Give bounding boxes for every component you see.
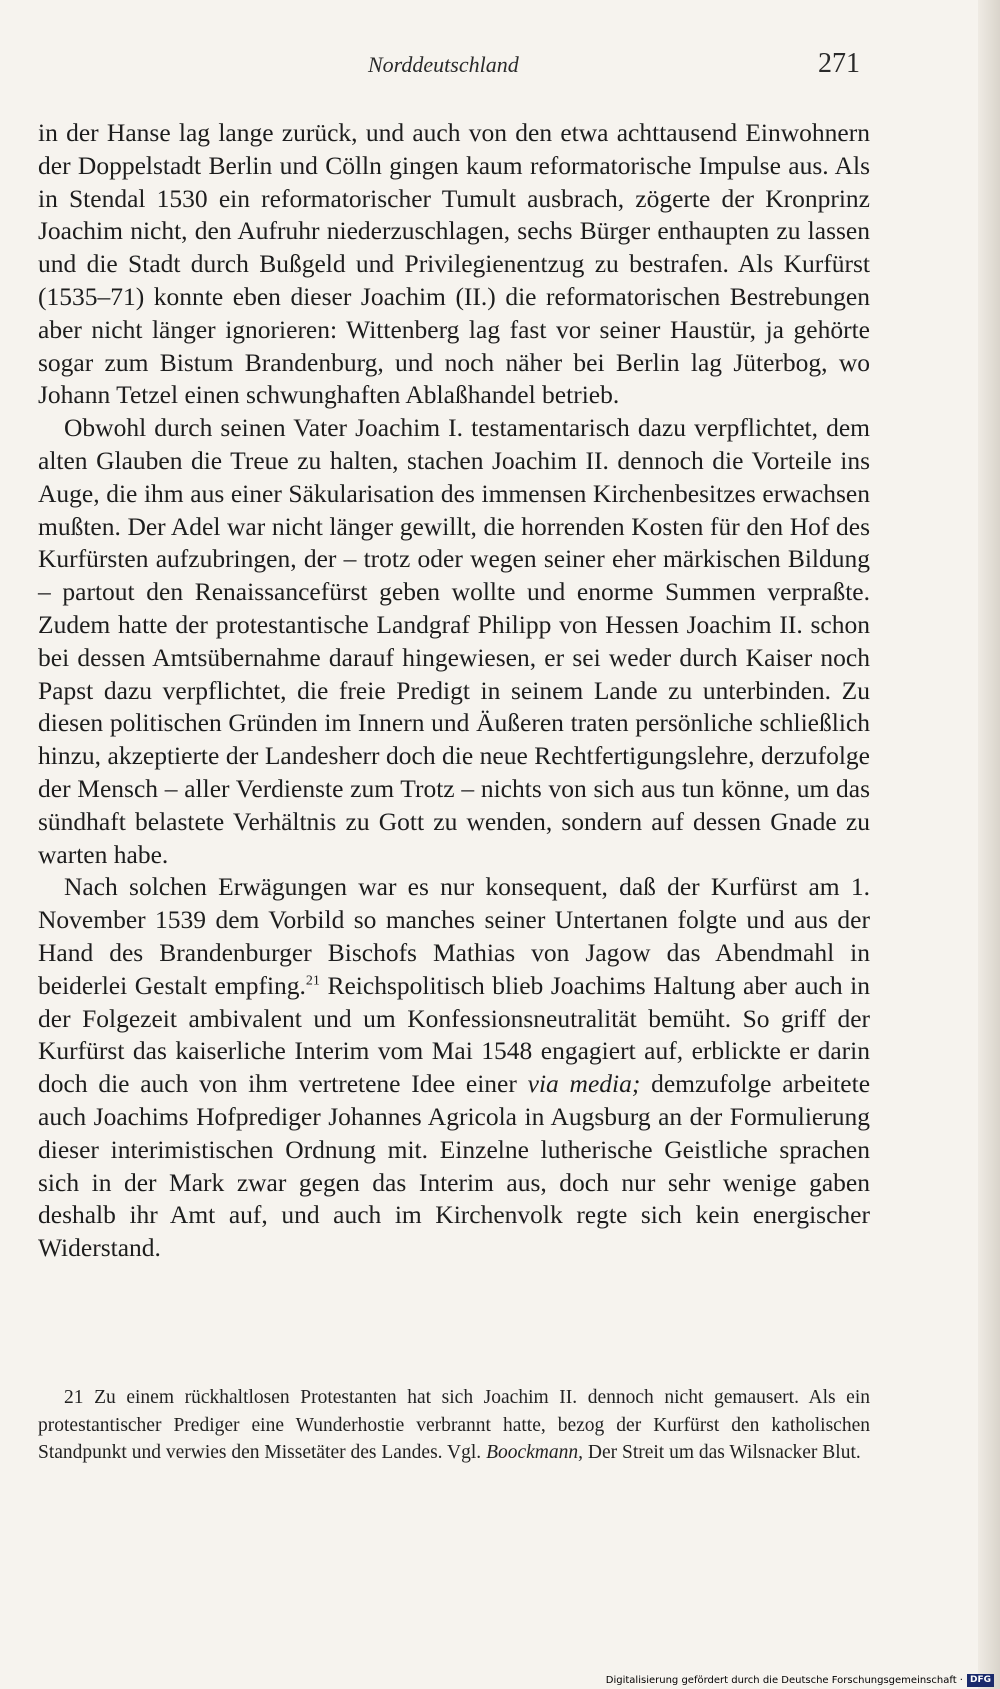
footnote-reference-21[interactable]: 21 bbox=[305, 973, 320, 989]
paragraph-3 bbox=[38, 871, 870, 1265]
digitization-credit bbox=[606, 1672, 994, 1688]
page-number: 271 bbox=[818, 48, 860, 79]
paragraph-3-part-a: Nach solchen Erwägungen war es nur konsequent, daß der Kurfürst am 1. November 1539 dem Vorbild so manches seiner Untertanen folgte und aus der Hand des Brandenburger Bischofs Mathias von Jagow das Abendmahl in beiderlei Gestalt empfing. bbox=[38, 872, 870, 1000]
main-text bbox=[38, 117, 870, 1265]
footnote-text-b: Der Streit um das Wilsnacker Blut. bbox=[583, 1442, 861, 1463]
running-title: Norddeutschland bbox=[368, 52, 519, 77]
running-head bbox=[0, 48, 1000, 88]
paragraph-3-part-c: demzufolge arbeitete auch Joachims Hofprediger Johannes Agricola in Augsburg an der Formulierung dieser interimistischen Ordnung mit. Einzelne lutherische Geistliche sprachen sich in der Mark zwar gegen das Interim aus, doch nur sehr wenige gaben deshalb ihr Amt auf, und auch im Kirchenvolk regte sich kein energischer Widerstand. bbox=[38, 1069, 871, 1263]
dfg-logo-icon: DFG bbox=[967, 1674, 994, 1687]
paragraph-3-part-b: Reichspolitisch blieb Joachims Haltung aber auch in der Folgezeit ambivalent und um Konfessionsneutralität bemüht. So griff der Kurfürst das kaiserliche Interim vom Mai 1548 engagiert auf, erblickte er darin doch die auch von ihm vertretene Idee einer bbox=[38, 970, 870, 1099]
credit-text: Digitalisierung gefördert durch die Deutsche Forschungsgemeinschaft · bbox=[605, 1674, 963, 1686]
footnote-number: 21 bbox=[64, 1387, 84, 1408]
paragraph-1: in der Hanse lag lange zurück, und auch von den etwa achttausend Einwohnern der Doppelstadt Berlin und Cölln gingen kaum reformatorische Impulse aus. Als in Stendal 1530 ein reformatorischer Tumult ausbrach, zögerte der Kronprinz Joachim nicht, den Aufruhr niederzuschlagen, sechs Bürger enthaupten zu lassen und die Stadt durch Bußgeld und Privilegienentzug zu bestrafen. Als Kurfürst (1535–71) konnte eben dieser Joachim (II.) die reformatorischen Bestrebungen aber nicht länger ignorieren: Wittenberg lag fast vor seiner Haustür, ja gehörte sogar zum Bistum Brandenburg, und noch näher bei Berlin lag Jüterbog, wo Johann Tetzel einen schwunghaften Ablaßhandel betrieb. bbox=[38, 118, 870, 410]
page-edge-shadow bbox=[978, 0, 1000, 1689]
paragraph-3-italic-term: via media; bbox=[527, 1069, 641, 1099]
footnote-author: Boockmann, bbox=[486, 1442, 583, 1463]
footnotes bbox=[38, 1384, 870, 1467]
paragraph-2: Obwohl durch seinen Vater Joachim I. testamentarisch dazu verpflichtet, dem alten Glauben die Treue zu halten, stachen Joachim II. dennoch die Vorteile ins Auge, die ihm aus einer Säkularisation des immensen Kirchenbesitzes erwachsen mußten. Der Adel war nicht länger gewillt, die horrenden Kosten für den Hof des Kurfürsten aufzubringen, der – trotz oder wegen seiner eher märkischen Bildung – partout den Renaissancefürst geben wollte und enorme Summen verpraßte. Zudem hatte der protestantische Landgraf Philipp von Hessen Joachim II. schon bei dessen Amtsübernahme darauf hingewiesen, er sei weder durch Kaiser noch Papst dazu verpflichtet, die freie Predigt in seinem Lande zu unterbinden. Zu diesen politischen Gründen im Innern und Äußeren traten persönliche schließlich hinzu, akzeptierte der Landesherr doch die neue Rechtfertigungslehre, derzufolge der Mensch – aller Verdienste zum Trotz – nichts von sich aus tun könne, um das sündhaft belastete Verhältnis zu Gott zu wenden, sondern auf dessen Gnade zu warten habe. bbox=[38, 413, 870, 869]
footnote-21 bbox=[38, 1384, 870, 1467]
footnote-text-a: Zu einem rückhaltlosen Protestanten hat sich Joachim II. dennoch nicht gemausert. Als ein protestantischer Prediger eine Wunderhostie verbrannt hatte, bezog der Kurfürst den katholischen Standpunkt und verwies den Missetäter des Landes. Vgl. bbox=[38, 1387, 870, 1463]
